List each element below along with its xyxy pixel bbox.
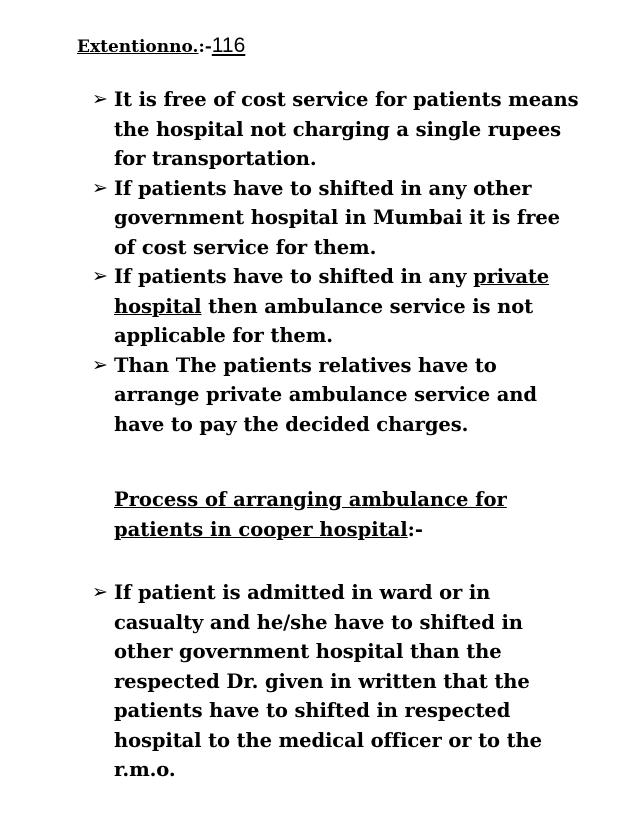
extension-number: 116 [211, 34, 246, 57]
list-item-line: have to pay the decided charges. [114, 412, 469, 436]
list-item-line: the hospital not charging a single rupees [114, 117, 562, 141]
list-item-line: for transportation. [114, 147, 317, 170]
underlined-text: patients in cooper hospital [114, 517, 408, 541]
process-heading-suffix: :- [407, 517, 423, 541]
list-item-line: respected Dr. given in written that the [114, 669, 530, 693]
list-item [92, 578, 562, 785]
process-heading-line [114, 515, 507, 545]
list-item-line: government hospital in Mumbai it is free [114, 206, 560, 229]
extension-heading [77, 34, 245, 58]
list-item [92, 262, 562, 351]
list-item-line: If patients have to shifted in any other [114, 176, 532, 200]
arrow-bullet-icon: ➢ [92, 265, 108, 287]
arrow-bullet-icon: ➢ [92, 581, 108, 603]
list-item-line: casualty and he/she have to shifted in [114, 610, 523, 634]
arrow-bullet-icon: ➢ [92, 88, 108, 110]
underlined-text: hospital [114, 294, 202, 318]
list-item-text: If patients have to shifted in any [114, 265, 474, 288]
list-item-line: of cost service for them. [114, 235, 377, 259]
extension-separator: :- [198, 37, 212, 57]
list-item-line: patients have to shifted in respected [114, 699, 511, 722]
list-item-line: other government hospital than the [114, 640, 502, 663]
arrow-bullet-icon: ➢ [92, 353, 108, 376]
list-item-line: r.m.o. [114, 758, 176, 781]
list-item [92, 351, 562, 440]
list-item-line: It is free of cost service for patients means [114, 88, 579, 111]
list-item-line: If patient is admitted in ward or in [114, 581, 491, 604]
list-item-line [114, 262, 562, 292]
extension-label: Extentionno. [77, 37, 199, 57]
list-item [92, 85, 579, 174]
list-item-line: applicable for them. [114, 324, 333, 347]
list-item-line: Than The patients relatives have to [114, 353, 497, 377]
list-item-line: arrange private ambulance service and [114, 383, 537, 406]
list-item-line [114, 292, 562, 322]
list-item-text: then ambulance service is not [201, 294, 534, 318]
bullet-list-bottom [92, 578, 562, 785]
arrow-bullet-icon: ➢ [92, 176, 108, 199]
process-heading-line: Process of arranging ambulance for [114, 488, 507, 511]
process-heading [114, 485, 507, 544]
underlined-text: private [473, 265, 550, 288]
list-item-line: hospital to the medical officer or to the [114, 728, 542, 752]
bullet-list-top [92, 85, 579, 439]
list-item [92, 174, 562, 263]
